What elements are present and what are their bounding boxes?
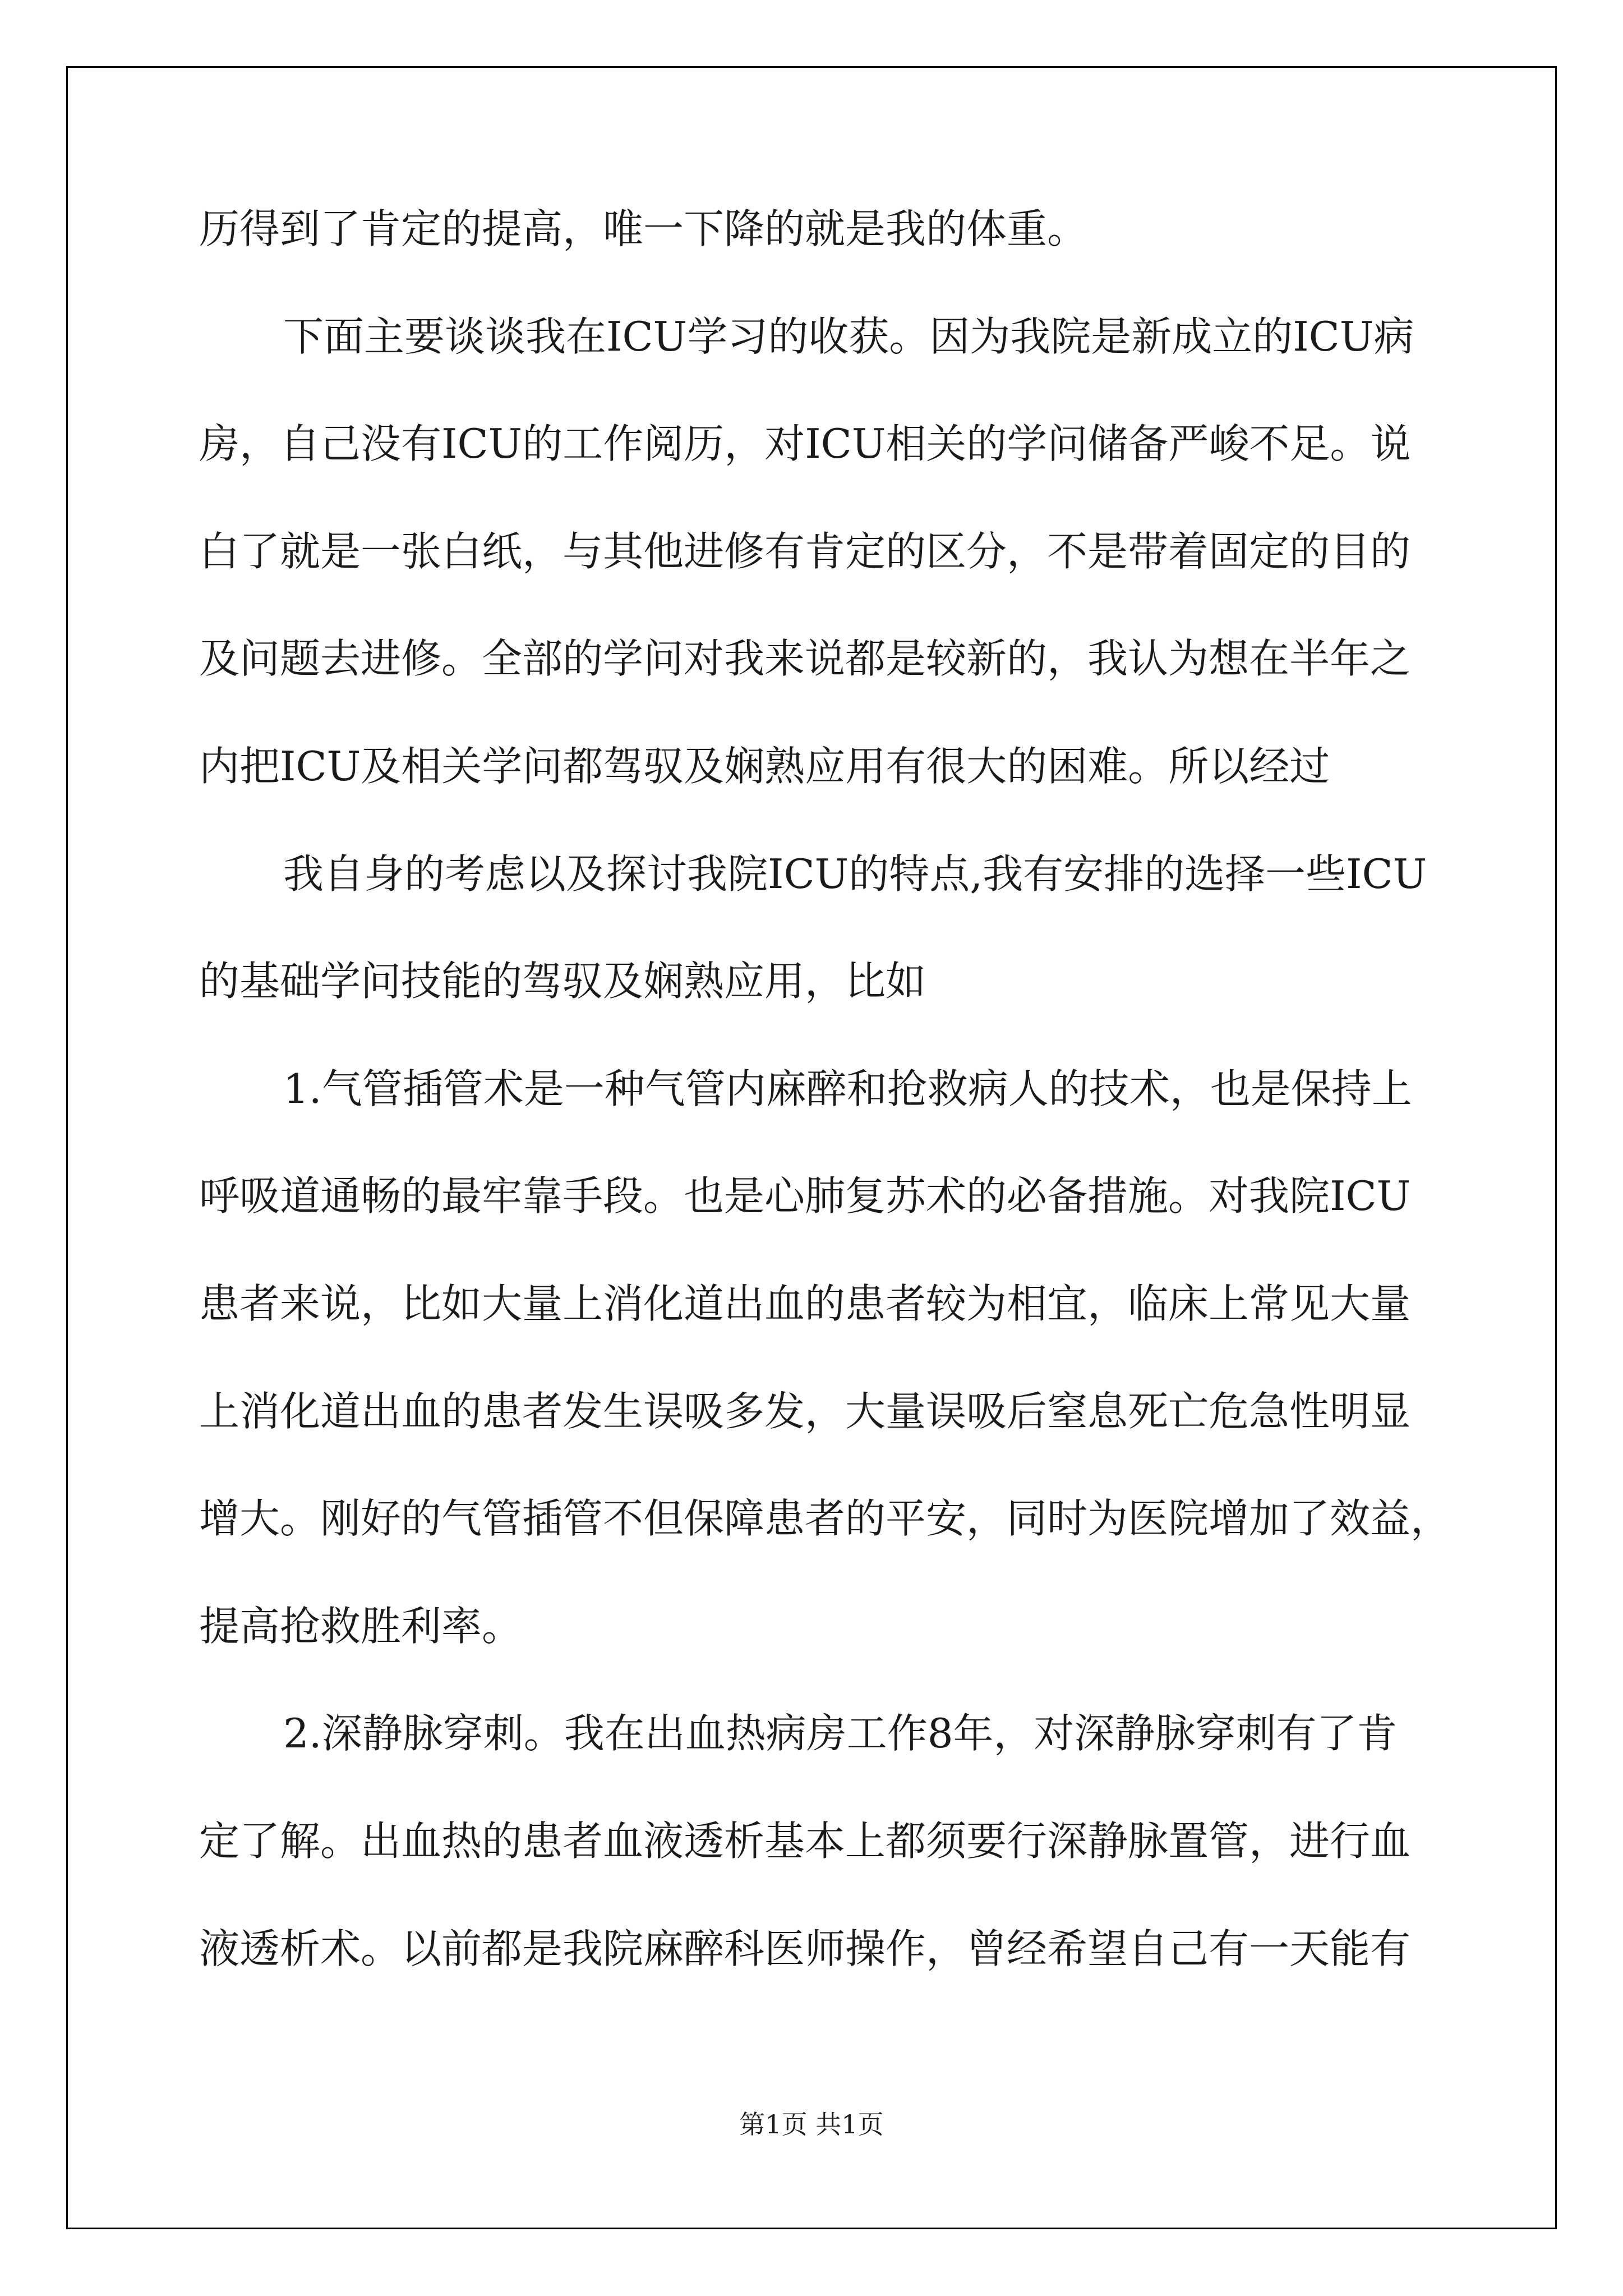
page-border (66, 66, 1557, 2229)
text-line: 增大。刚好的气管插管不但保障患者的平安，同时为医院增加了效益， (199, 1495, 1451, 1542)
text-line: 上消化道出血的患者发生误吸多发，大量误吸后窒息死亡危急性明显 (199, 1388, 1411, 1435)
text-line: 白了就是一张白纸，与其他进修有肯定的区分，不是带着固定的目的 (199, 528, 1411, 575)
text-line: 呼吸道通畅的最牢靠手段。也是心肺复苏术的必备措施。对我院ICU (199, 1172, 1411, 1220)
text-line: 下面主要谈谈我在ICU学习的收获。因为我院是新成立的ICU病 (283, 313, 1414, 360)
text-line: 液透析术。以前都是我院麻醉科医师操作，曾经希望自己有一天能有 (199, 1925, 1411, 1972)
text-line: 及问题去进修。全部的学问对我来说都是较新的，我认为想在半年之 (199, 635, 1411, 682)
text-line: 2.深静脉穿刺。我在出血热病房工作8年，对深静脉穿刺有了肯 (283, 1710, 1398, 1757)
text-line: 历得到了肯定的提高，唯一下降的就是我的体重。 (199, 205, 1088, 252)
text-line: 患者来说，比如大量上消化道出血的患者较为相宜，临床上常见大量 (199, 1280, 1411, 1327)
text-line: 1.气管插管术是一种气管内麻醉和抢救病人的技术，也是保持上 (283, 1065, 1412, 1112)
text-line: 内把ICU及相关学问都驾驭及娴熟应用有很大的困难。所以经过 (199, 743, 1330, 790)
text-line: 定了解。出血热的患者血液透析基本上都须要行深静脉置管，进行血 (199, 1818, 1411, 1865)
page-number-footer: 第1页 共1页 (739, 2109, 884, 2139)
text-line: 提高抢救胜利率。 (199, 1603, 523, 1650)
text-line: 的基础学问技能的驾驭及娴熟应用，比如 (199, 958, 926, 1005)
text-line: 房，自己没有ICU的工作阅历，对ICU相关的学问储备严峻不足。说 (199, 420, 1411, 467)
text-line: 我自身的考虑以及探讨我院ICU的特点,我有安排的选择一些ICU (283, 850, 1427, 898)
